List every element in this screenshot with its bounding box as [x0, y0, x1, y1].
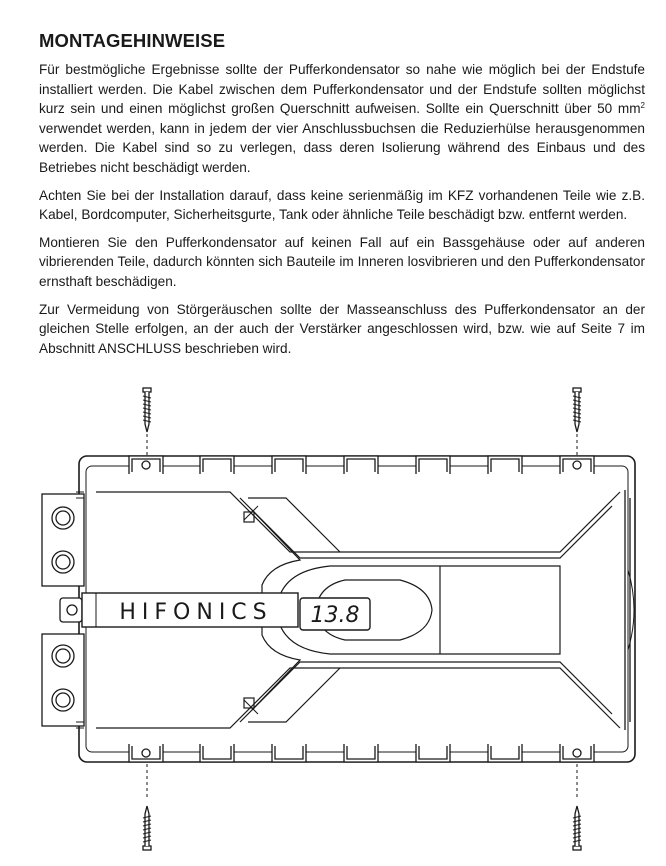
mounting-screw-top-right-icon — [573, 388, 581, 432]
mounting-screw-bottom-left-icon — [143, 806, 151, 850]
voltage-display — [300, 598, 370, 630]
paragraph-grounding: Zur Vermeidung von Störgeräuschen sollte der Masseanschluss des Pufferkondensator an der gleichen Stelle erfolgen, an der auch der Verstärker angeschlossen wird, bzw. wie auf Seite 7 im Abschnitt ANSCHLUSS beschrieben wird. — [39, 301, 645, 356]
brand-logo: HIFONICS — [119, 600, 273, 625]
paragraph-placement — [39, 60, 645, 178]
manual-page — [39, 30, 645, 366]
section-heading: MONTAGEHINWEISE — [39, 30, 226, 51]
brand-bar — [82, 593, 298, 627]
mounting-screw-bottom-right-icon — [573, 806, 581, 850]
left-terminal-blocks — [42, 492, 84, 728]
paragraph-placement-text-b: verwendet werden, kann in jedem der vier Anschlussbuchsen die Reduzierhülse herausgenommen werden. Die Kabel sind so zu verlegen, dass deren Isolierung während des Einbaus und des Betriebes nicht beschädigt werden. — [39, 120, 645, 175]
paragraph-mounting: Montieren Sie den Pufferkondensator auf keinen Fall auf ein Bassgehäuse oder auf anderen vibrierenden Teile, dadurch könnten sich Bauteile im Inneren losvibrieren und den Pufferkondensator ernsthaft beschädigen. — [39, 234, 645, 289]
mounting-screw-top-left-icon — [143, 388, 151, 432]
superscript-2: 2 — [640, 101, 645, 111]
capacitor-mounting-illustration — [0, 380, 666, 861]
voltage-readout: 13.8 — [310, 603, 360, 628]
paragraph-placement-text-a: Für bestmögliche Ergebnisse sollte der Pufferkondensator so nahe wie möglich bei der Endstufe installiert werden. Die Kabel zwischen dem Pufferkondensator und der Endstufe sollten möglichst kurz sein und einen möglichst großen Querschnitt aufweisen. Sollte ein Querschnitt über 50 mm — [39, 62, 645, 117]
paragraph-installation: Achten Sie bei der Installation darauf, dass keine serienmäßig im KFZ vorhandenen Teile wie z.B. Kabel, Bordcomputer, Sicherheitsgurte, Tank oder ähnliche Teile beschädigt bzw. entfernt werden. — [39, 187, 645, 223]
